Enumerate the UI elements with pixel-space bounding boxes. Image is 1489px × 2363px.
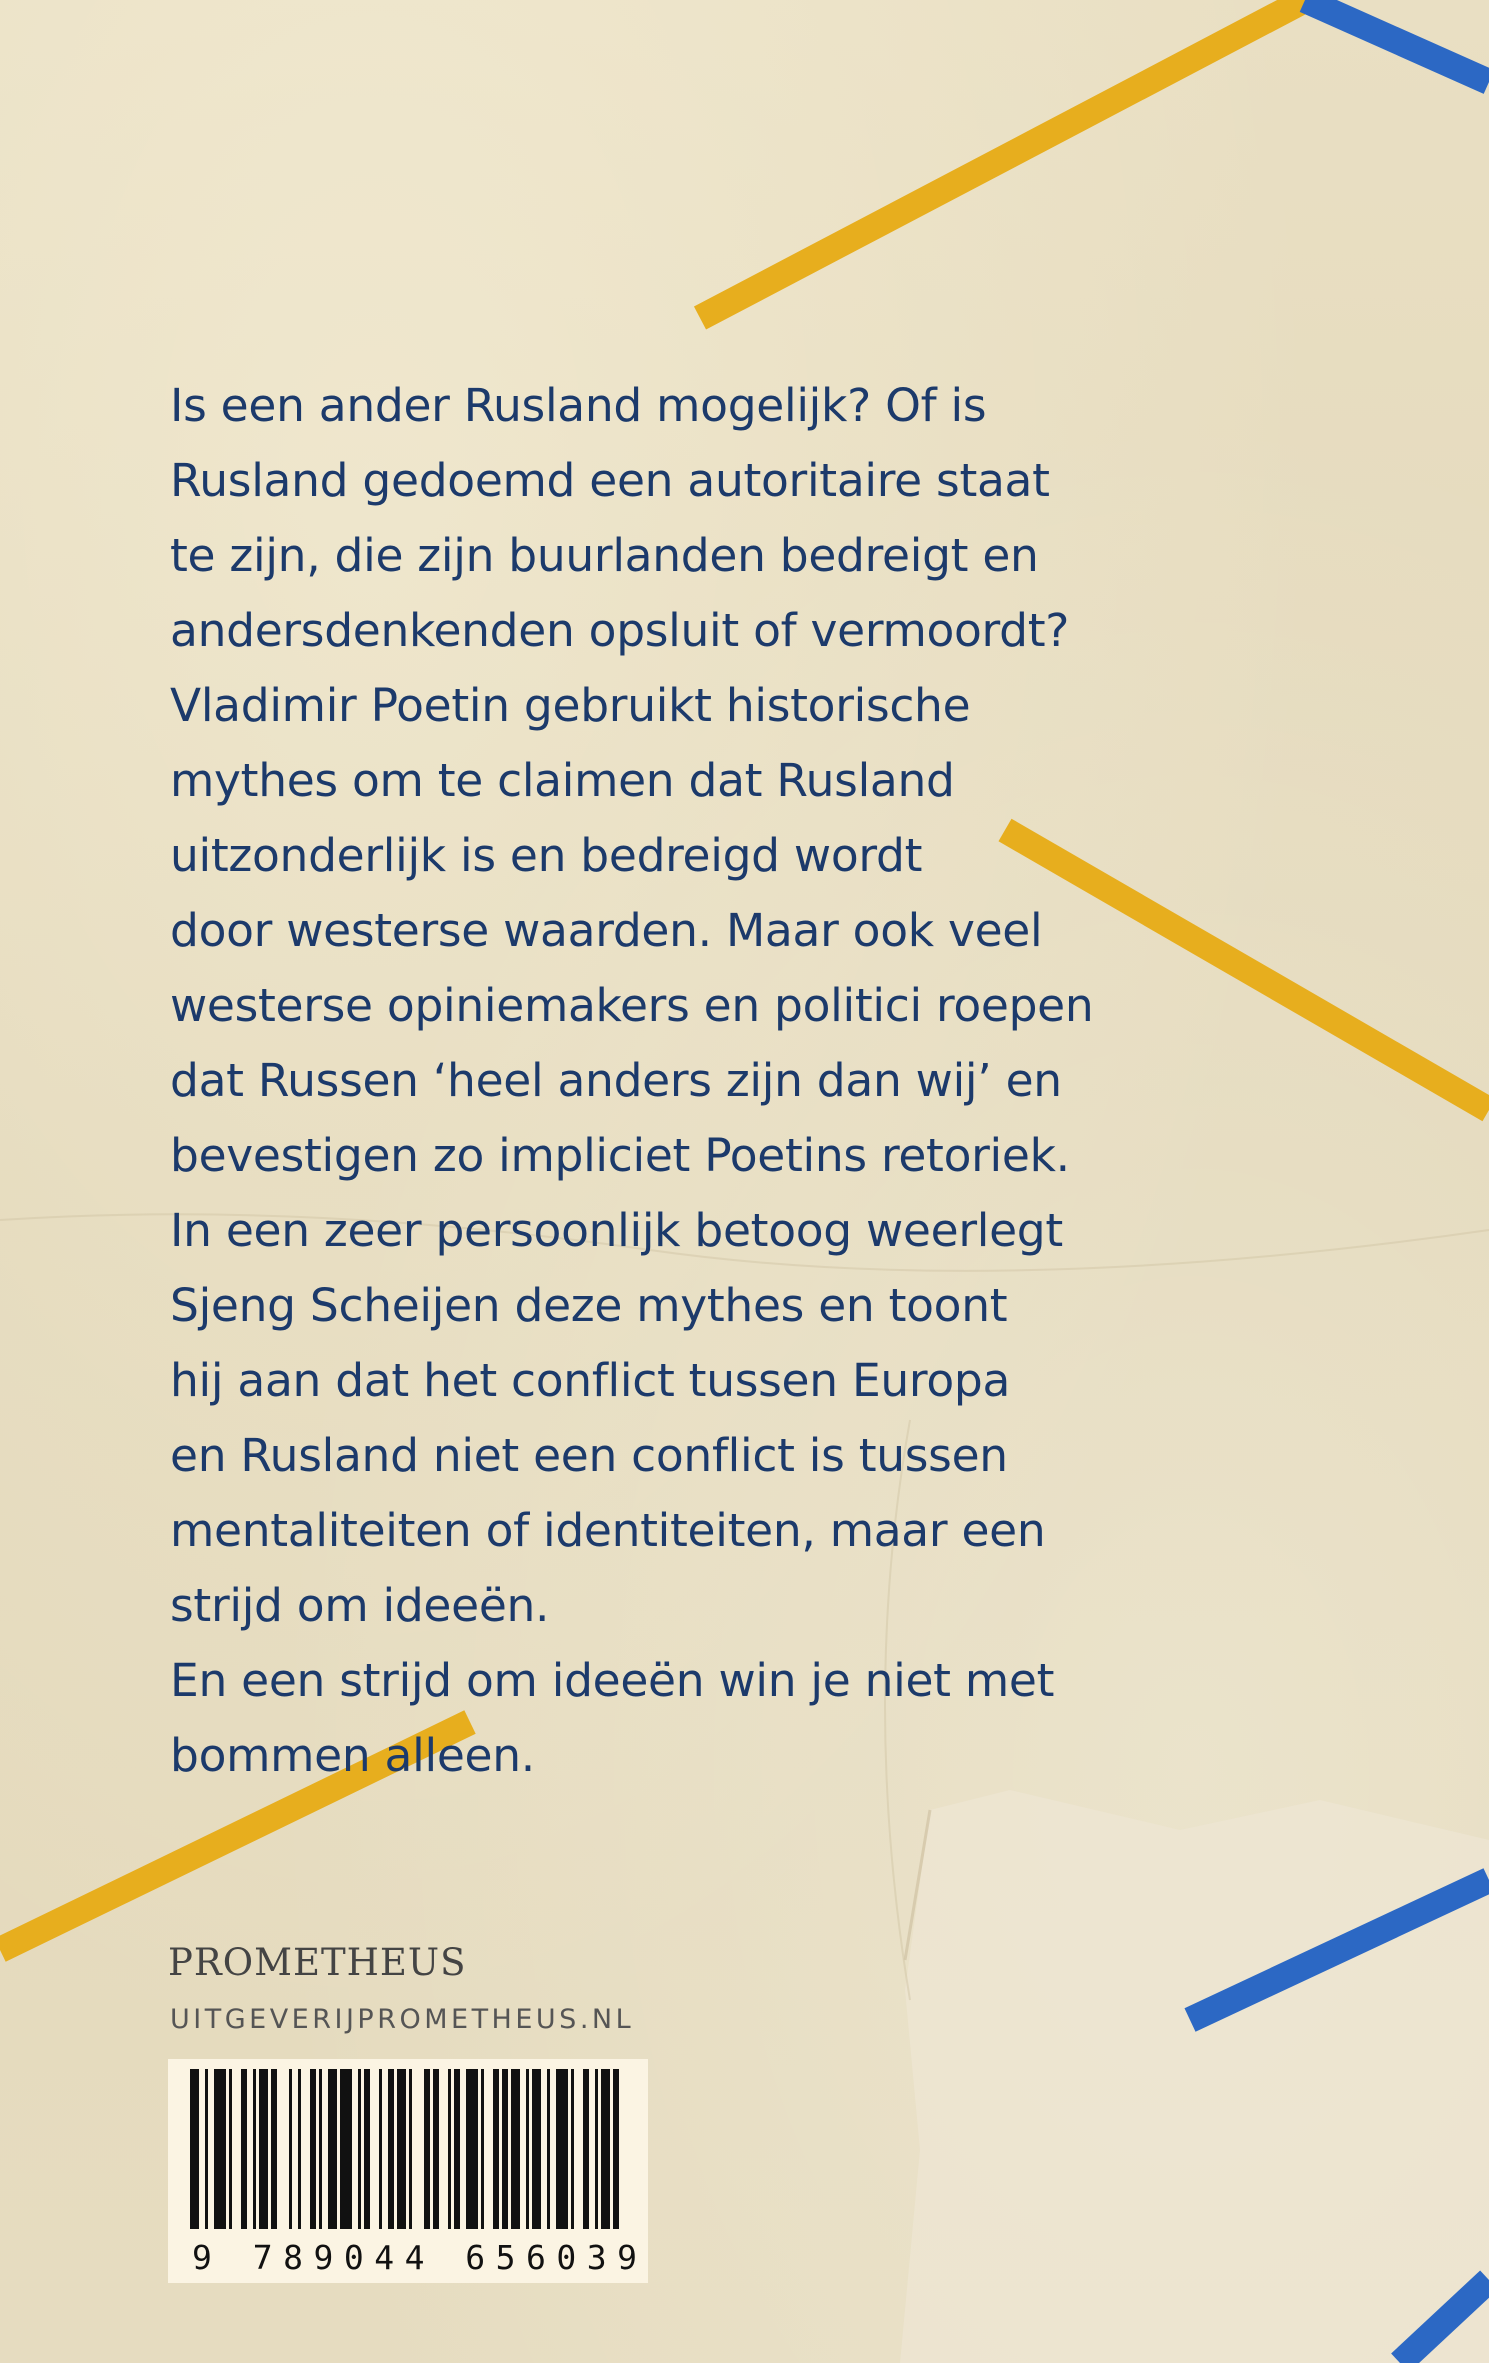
blurb-line: Is een ander Rusland mogelijk? Of is: [170, 379, 987, 432]
barcode-bar: [511, 2069, 520, 2229]
blurb-line: bommen alleen.: [170, 1729, 535, 1782]
barcode-bar: [493, 2069, 499, 2229]
barcode-bar: [556, 2069, 568, 2229]
barcode-digits: 9 789044 656039: [192, 2238, 648, 2277]
barcode-bar: [547, 2069, 550, 2229]
barcode-bar: [190, 2069, 199, 2229]
barcode-bar: [298, 2069, 301, 2229]
barcode-bar: [205, 2069, 208, 2229]
isbn-barcode: [168, 2059, 648, 2283]
barcode-bar: [424, 2069, 430, 2229]
blurb-line: westerse opiniemakers en politici roepen: [170, 979, 1094, 1032]
barcode-bar: [571, 2069, 574, 2229]
barcode-bar: [532, 2069, 541, 2229]
barcode-bar: [241, 2069, 247, 2229]
blurb-line: mentaliteiten of identiteiten, maar een: [170, 1504, 1046, 1557]
blurb-line: te zijn, die zijn buurlanden bedreigt en: [170, 529, 1039, 582]
blurb-line: Sjeng Scheijen deze mythes en toont: [170, 1279, 1008, 1332]
barcode-bar: [271, 2069, 277, 2229]
blurb-line: uitzonderlijk is en bedreigd wordt: [170, 829, 923, 882]
barcode-bar: [448, 2069, 451, 2229]
barcode-bar: [358, 2069, 361, 2229]
blurb-line: Vladimir Poetin gebruikt historische: [170, 679, 971, 732]
blurb-line: mythes om te claimen dat Rusland: [170, 754, 955, 807]
blurb-line: andersdenkenden opsluit of vermoordt?: [170, 604, 1070, 657]
blurb-line: En een strijd om ideeën win je niet met: [170, 1654, 1055, 1707]
yellow-stripe: [700, 0, 1305, 318]
barcode-bar: [328, 2069, 337, 2229]
barcode-bar: [340, 2069, 352, 2229]
blurb-line: Rusland gedoemd een autoritaire staat: [170, 454, 1050, 507]
barcode-bar: [397, 2069, 406, 2229]
blurb-line: In een zeer persoonlijk betoog weerlegt: [170, 1204, 1063, 1257]
blurb-line: dat Russen ‘heel anders zijn dan wij’ en: [170, 1054, 1062, 1107]
blurb-line: bevestigen zo impliciet Poetins retoriek.: [170, 1129, 1070, 1182]
barcode-bar: [613, 2069, 619, 2229]
barcode-bar: [466, 2069, 478, 2229]
barcode-bar: [229, 2069, 232, 2229]
blurb-text: [170, 368, 1170, 1793]
blue-stripe: [1305, 0, 1489, 82]
barcode-bar: [433, 2069, 439, 2229]
barcode-bar: [253, 2069, 256, 2229]
barcode-bar: [595, 2069, 598, 2229]
publisher-url: UITGEVERIJPROMETHEUS.NL: [170, 2004, 635, 2035]
publisher-logo: PROMETHEUS: [168, 1941, 467, 1984]
blurb-line: hij aan dat het conflict tussen Europa: [170, 1354, 1011, 1407]
barcode-bar: [481, 2069, 484, 2229]
blurb-line: strijd om ideeën.: [170, 1579, 550, 1632]
barcode-bar: [259, 2069, 268, 2229]
barcode-bar: [310, 2069, 316, 2229]
barcode-bar: [319, 2069, 322, 2229]
barcode-bar: [526, 2069, 529, 2229]
barcode-bar: [214, 2069, 226, 2229]
barcode-bar: [583, 2069, 589, 2229]
torn-paper-patch: [900, 1790, 1489, 2363]
barcode-bar: [454, 2069, 460, 2229]
barcode-bar: [289, 2069, 292, 2229]
barcode-bar: [364, 2069, 370, 2229]
blurb-line: door westerse waarden. Maar ook veel: [170, 904, 1043, 957]
barcode-bar: [601, 2069, 610, 2229]
barcode-bar: [379, 2069, 382, 2229]
barcode-bar: [388, 2069, 394, 2229]
barcode-bar: [502, 2069, 508, 2229]
blurb-line: en Rusland niet een conflict is tussen: [170, 1429, 1008, 1482]
barcode-bar: [409, 2069, 412, 2229]
